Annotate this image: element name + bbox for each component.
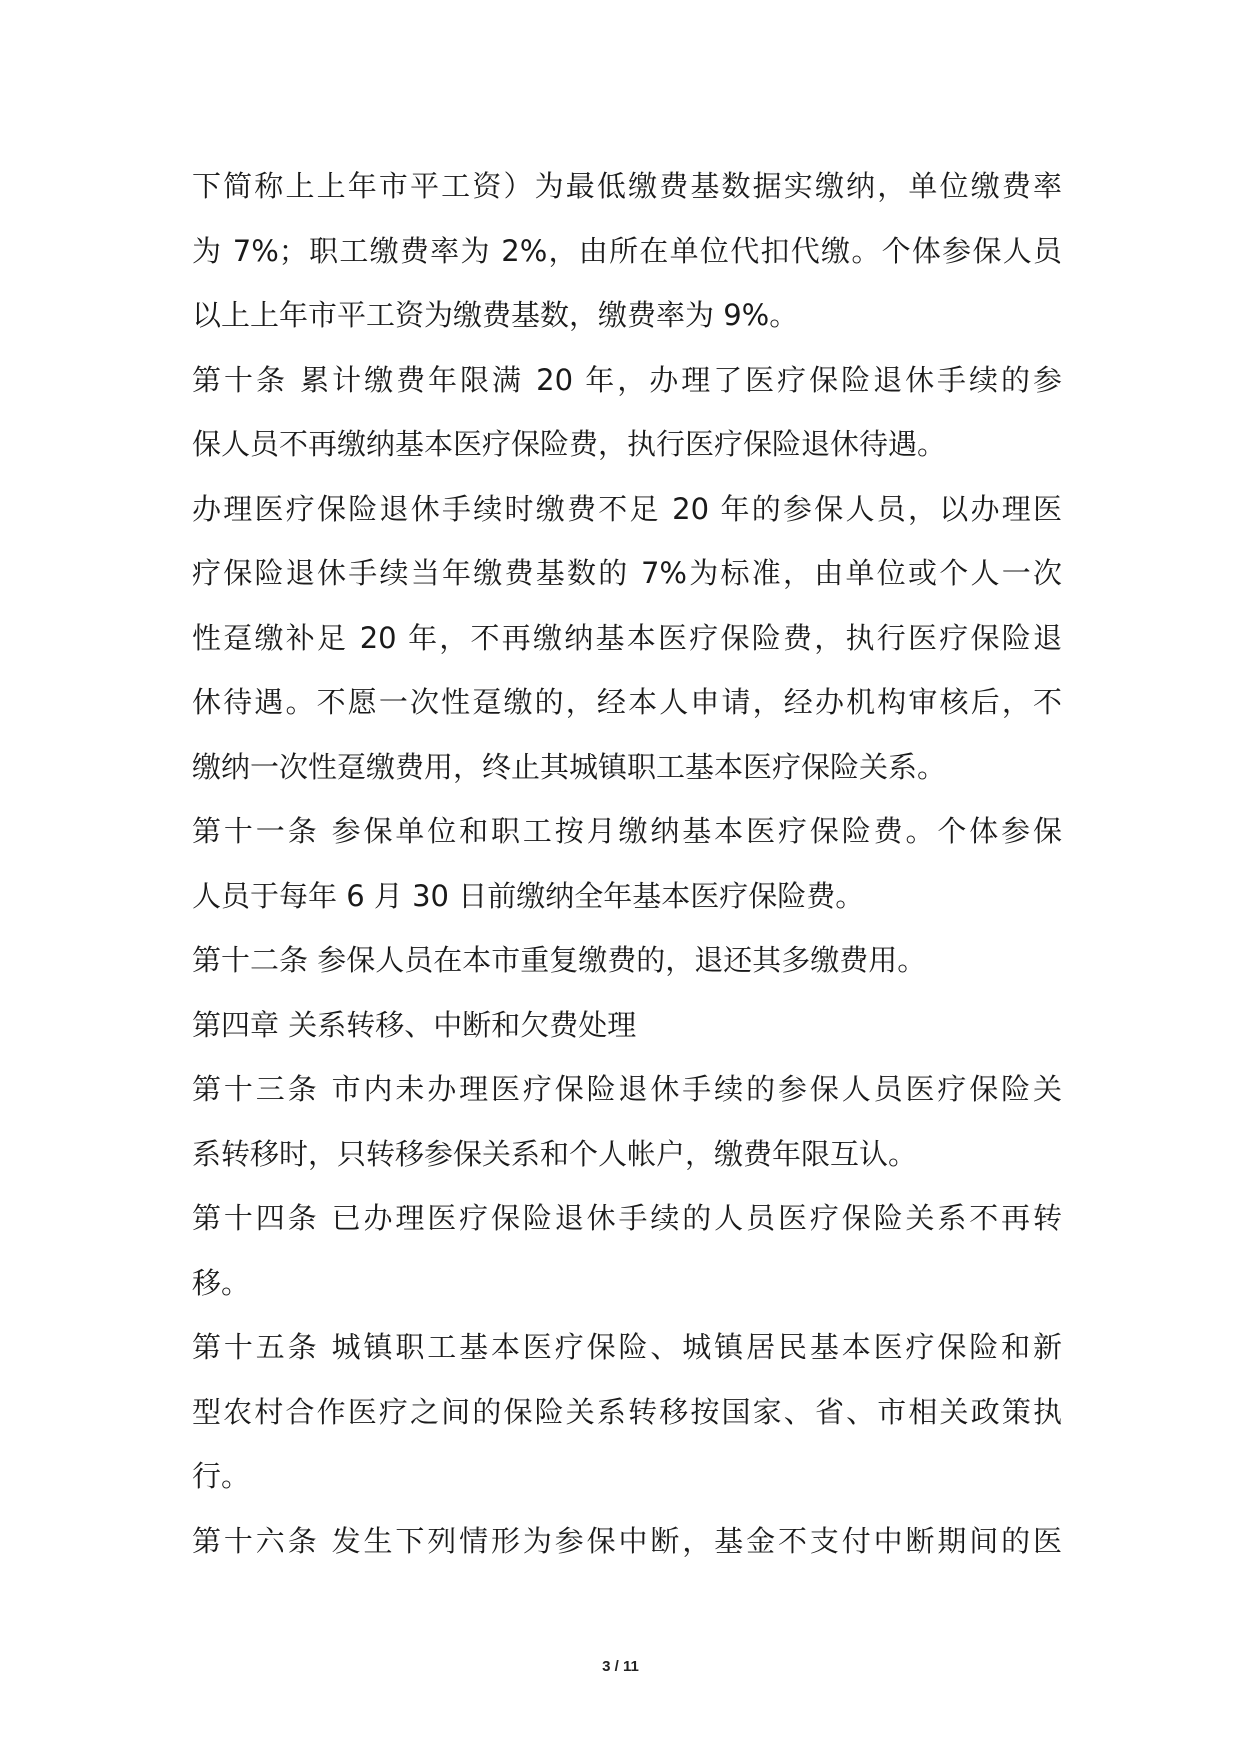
text-line: 第十六条 发生下列情形为参保中断，基金不支付中断期间的医 (192, 1523, 1062, 1558)
text-line: 第十条 累计缴费年限满 20 年，办理了医疗保险退休手续的参 (192, 362, 1062, 397)
text-line: 系转移时，只转移参保关系和个人帐户，缴费年限互认。 (192, 1136, 918, 1171)
text-line: 办理医疗保险退休手续时缴费不足 20 年的参保人员，以办理医 (192, 491, 1062, 526)
text-line: 性趸缴补足 20 年，不再缴纳基本医疗保险费，执行医疗保险退 (192, 620, 1062, 655)
text-line: 缴纳一次性趸缴费用，终止其城镇职工基本医疗保险关系。 (192, 749, 947, 784)
text-line: 移。 (192, 1265, 251, 1300)
text-line: 第十二条 参保人员在本市重复缴费的，退还其多缴费用。 (192, 943, 927, 977)
text-line: 下简称上上年市平工资）为最低缴费基数据实缴纳，单位缴费率 (192, 169, 1062, 203)
text-line: 保人员不再缴纳基本医疗保险费，执行医疗保险退休待遇。 (192, 427, 947, 461)
text-line: 行。 (192, 1459, 251, 1493)
text-line: 为 7%；职工缴费率为 2%，由所在单位代扣代缴。个体参保人员 (192, 233, 1062, 268)
text-line: 第十五条 城镇职工基本医疗保险、城镇居民基本医疗保险和新 (192, 1330, 1062, 1364)
text-line: 第十一条 参保单位和职工按月缴纳基本医疗保险费。个体参保 (192, 814, 1062, 848)
text-line: 人员于每年 6 月 30 日前缴纳全年基本医疗保险费。 (192, 878, 865, 913)
text-line: 以上上年市平工资为缴费基数，缴费率为 9%。 (192, 298, 799, 332)
text-line: 型农村合作医疗之间的保险关系转移按国家、省、市相关政策执 (192, 1394, 1062, 1429)
page-number: 3 / 11 (602, 1658, 639, 1675)
text-line: 休待遇。不愿一次性趸缴的，经本人申请，经办机构审核后，不 (192, 685, 1062, 719)
chapter-heading: 第四章 关系转移、中断和欠费处理 (192, 1007, 637, 1042)
document-body (192, 154, 1062, 1573)
text-line: 疗保险退休手续当年缴费基数的 7%为标准，由单位或个人一次 (192, 556, 1062, 590)
text-line: 第十三条 市内未办理医疗保险退休手续的参保人员医疗保险关 (192, 1072, 1062, 1106)
text-line: 第十四条 已办理医疗保险退休手续的人员医疗保险关系不再转 (192, 1201, 1062, 1235)
